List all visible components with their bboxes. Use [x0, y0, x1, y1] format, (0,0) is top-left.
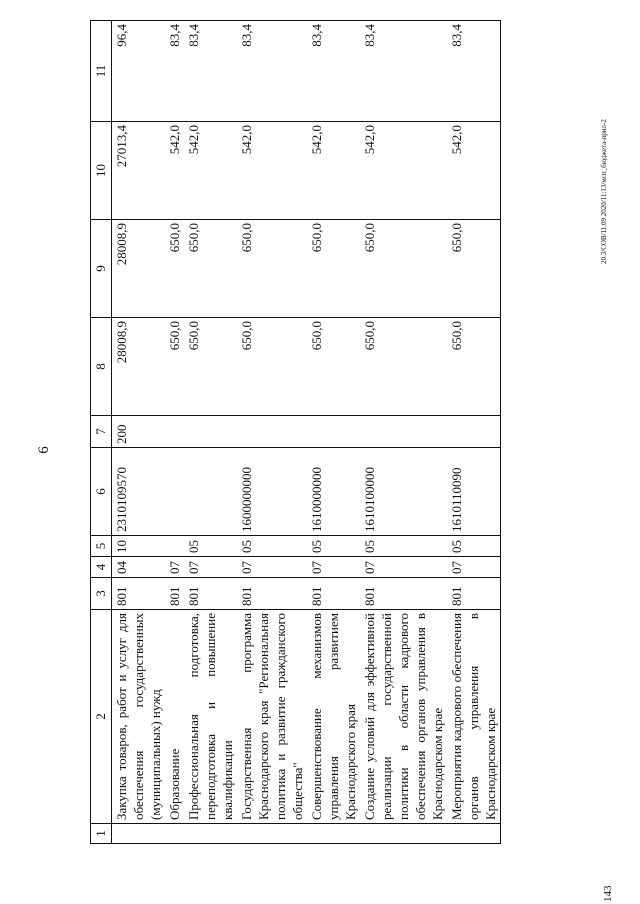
cell-approved: 650,0	[307, 318, 360, 416]
cell-target-article	[184, 448, 237, 536]
cell-ministry: 801	[184, 578, 237, 610]
cell-target-article: 1610110090	[447, 448, 501, 536]
table-body	[112, 21, 501, 844]
header-col-4: 4	[91, 557, 112, 578]
footer-code: 20.3/СОВ/11.09.2020/11:13/мсп_бюджета-прил-2	[600, 119, 608, 264]
header-col-5: 5	[91, 536, 112, 557]
cell-subsection: 05	[447, 536, 501, 557]
cell-number	[447, 824, 501, 844]
header-col-6: 6	[91, 448, 112, 536]
cell-name: Образование	[165, 610, 184, 824]
cell-number	[237, 824, 307, 844]
cell-name: Мероприятия кадрового обеспечения органов управления в Краснодарском крае	[447, 610, 501, 824]
budget-table	[90, 20, 501, 844]
cell-section: 07	[307, 557, 360, 578]
cell-subsection: 05	[360, 536, 447, 557]
cell-ministry: 801	[307, 578, 360, 610]
page-number: 6	[36, 446, 52, 454]
cell-percent: 96,4	[112, 21, 166, 122]
cell-expense-type	[237, 416, 307, 448]
cell-expense-type	[184, 416, 237, 448]
cell-target-article: 1610100000	[360, 448, 447, 536]
cell-subsection: 05	[184, 536, 237, 557]
cell-number	[184, 824, 237, 844]
cell-name: Государственная программа Краснодарского края "Региональная политика и развитие гражданского общества"	[237, 610, 307, 824]
cell-target-article: 2310109570	[112, 448, 166, 536]
table-row	[184, 21, 237, 844]
cell-expense-type	[360, 416, 447, 448]
cell-subsection: 05	[307, 536, 360, 557]
header-col-9: 9	[91, 220, 112, 318]
cell-section: 07	[237, 557, 307, 578]
table-row	[307, 21, 360, 844]
cell-executed: 542,0	[165, 122, 184, 220]
table-row	[360, 21, 447, 844]
header-col-3: 3	[91, 578, 112, 610]
cell-refined: 650,0	[447, 220, 501, 318]
cell-section: 07	[165, 557, 184, 578]
header-col-10: 10	[91, 122, 112, 220]
cell-section: 07	[447, 557, 501, 578]
cell-section: 07	[184, 557, 237, 578]
cell-executed: 542,0	[237, 122, 307, 220]
cell-expense-type	[447, 416, 501, 448]
cell-executed: 542,0	[184, 122, 237, 220]
cell-target-article	[165, 448, 184, 536]
cell-ministry: 801	[360, 578, 447, 610]
cell-number	[165, 824, 184, 844]
cell-section: 07	[360, 557, 447, 578]
cell-subsection: 05	[237, 536, 307, 557]
cell-ministry: 801	[237, 578, 307, 610]
cell-target-article: 1600000000	[237, 448, 307, 536]
cell-percent: 83,4	[360, 21, 447, 122]
cell-section: 04	[112, 557, 166, 578]
cell-approved: 650,0	[237, 318, 307, 416]
cell-name: Совершенствование механизмов управления развитием Краснодарского края	[307, 610, 360, 824]
cell-subsection	[165, 536, 184, 557]
cell-refined: 650,0	[307, 220, 360, 318]
cell-name: Создание условий для эффективной реализации государственной политики в области кадрового обеспечения органов управления в Краснодарском крае	[360, 610, 447, 824]
cell-percent: 83,4	[165, 21, 184, 122]
header-col-8: 8	[91, 318, 112, 416]
cell-number	[307, 824, 360, 844]
cell-expense-type	[165, 416, 184, 448]
cell-executed: 542,0	[447, 122, 501, 220]
cell-percent: 83,4	[237, 21, 307, 122]
cell-ministry: 801	[112, 578, 166, 610]
cell-percent: 83,4	[307, 21, 360, 122]
cell-executed: 542,0	[360, 122, 447, 220]
table-row	[112, 21, 166, 844]
cell-number	[112, 824, 166, 844]
cell-approved: 28008,9	[112, 318, 166, 416]
header-col-1: 1	[91, 824, 112, 844]
cell-percent: 83,4	[447, 21, 501, 122]
cell-subsection: 10	[112, 536, 166, 557]
cell-executed: 27013,4	[112, 122, 166, 220]
header-col-11: 11	[91, 21, 112, 122]
table-row	[237, 21, 307, 844]
cell-expense-type	[307, 416, 360, 448]
cell-approved: 650,0	[184, 318, 237, 416]
cell-number	[360, 824, 447, 844]
cell-name: Закупка товаров, работ и услуг для обеспечения государственных (муниципальных) нужд	[112, 610, 166, 824]
cell-approved: 650,0	[360, 318, 447, 416]
cell-percent: 83,4	[184, 21, 237, 122]
header-col-7: 7	[91, 416, 112, 448]
table-row	[165, 21, 184, 844]
cell-refined: 650,0	[237, 220, 307, 318]
table-row	[447, 21, 501, 844]
cell-approved: 650,0	[165, 318, 184, 416]
header-row	[91, 21, 112, 844]
cell-refined: 650,0	[165, 220, 184, 318]
corner-page-mark: 143	[602, 885, 614, 902]
cell-ministry: 801	[165, 578, 184, 610]
cell-refined: 650,0	[360, 220, 447, 318]
cell-expense-type: 200	[112, 416, 166, 448]
cell-name: Профессиональная подготовка, переподготовка и повышение квалификации	[184, 610, 237, 824]
cell-refined: 28008,9	[112, 220, 166, 318]
cell-ministry: 801	[447, 578, 501, 610]
cell-approved: 650,0	[447, 318, 501, 416]
cell-executed: 542,0	[307, 122, 360, 220]
header-col-2: 2	[91, 610, 112, 824]
cell-refined: 650,0	[184, 220, 237, 318]
cell-target-article: 1610000000	[307, 448, 360, 536]
